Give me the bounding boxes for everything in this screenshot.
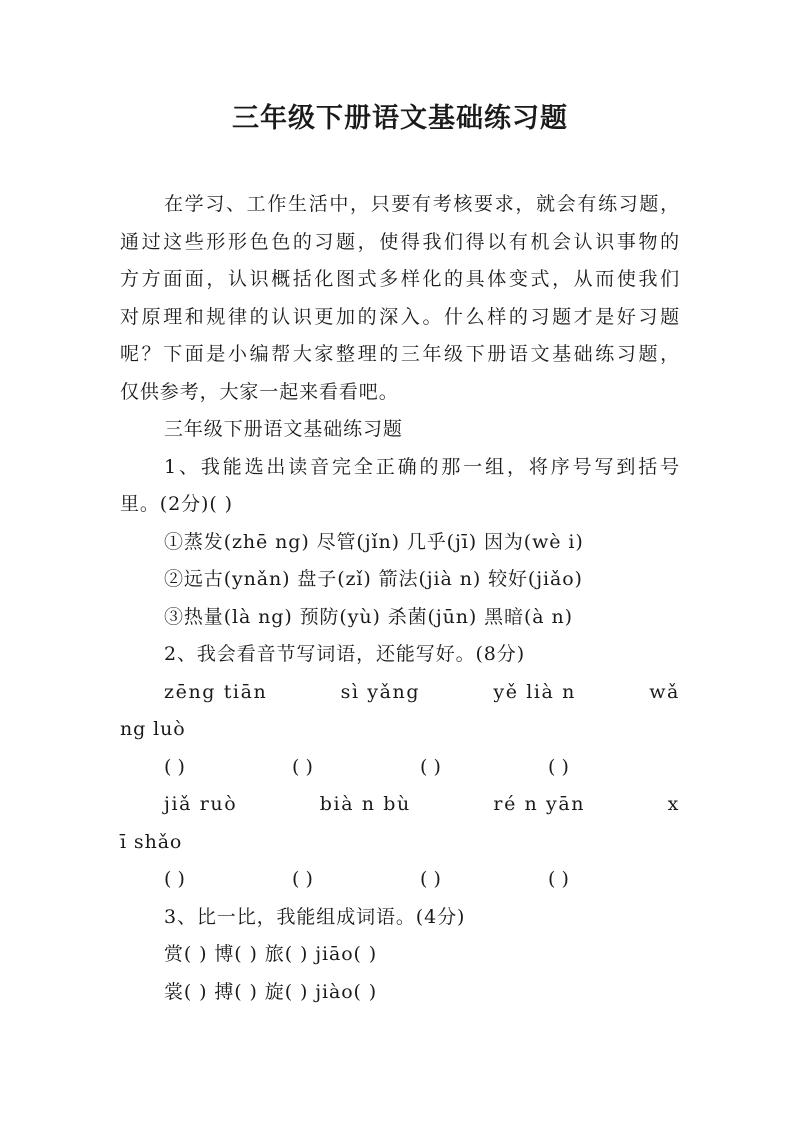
intro-line: 通过这些形形色色的习题，使得我们得以有机会认识事物的 xyxy=(120,230,680,253)
answer-blank: ( ) xyxy=(420,755,441,778)
answer-blank: ( ) xyxy=(164,868,185,890)
answer-blank: ( ) xyxy=(420,868,441,890)
answer-blanks-row xyxy=(120,749,680,787)
question-1-option: ①蒸发(zhē ng) 尽管(jǐn) 几乎(jī) 因为(wè i) xyxy=(164,530,584,553)
pinyin-item: bià n bù xyxy=(319,793,411,815)
question-3-row: 裳( ) 搏( ) 旋( ) jiào( ) xyxy=(164,980,378,1003)
section-subtitle: 三年级下册语文基础练习题 xyxy=(164,418,403,440)
answer-blanks-row xyxy=(120,861,680,899)
answer-blank: ( ) xyxy=(548,755,569,778)
question-1-text: 1、我能选出读音完全正确的那一组，将序号写到括号 xyxy=(164,455,680,478)
pinyin-item: yě lià n xyxy=(493,680,576,703)
answer-blank: ( ) xyxy=(292,868,313,890)
intro-line: 仅供参考，大家一起来看看吧。 xyxy=(120,380,399,403)
answer-blank: ( ) xyxy=(164,755,185,778)
pinyin-item: jiǎ ruò xyxy=(164,793,238,815)
answer-blank: ( ) xyxy=(548,868,569,890)
question-1-text-cont: 里。(2分)( ) xyxy=(120,493,233,515)
pinyin-item: zēng tiān xyxy=(164,680,268,703)
pinyin-item: wǎ xyxy=(649,680,680,703)
pinyin-continuation: ng luò xyxy=(120,718,186,740)
intro-line: 在学习、工作生活中，只要有考核要求，就会有练习题， xyxy=(164,193,680,215)
pinyin-continuation: ī shǎo xyxy=(120,830,183,853)
question-1-option: ③热量(là ng) 预防(yù) 杀菌(jūn) 黑暗(à n) xyxy=(164,605,573,628)
question-2-pinyin-row xyxy=(120,786,680,824)
question-3-row: 赏( ) 博( ) 旅( ) jiāo( ) xyxy=(164,943,378,965)
pinyin-item: sì yǎng xyxy=(340,680,421,703)
intro-line: 呢？下面是小编帮大家整理的三年级下册语文基础练习题， xyxy=(120,343,680,365)
page-title: 三年级下册语文基础练习题 xyxy=(232,103,568,134)
document-body xyxy=(120,186,680,1011)
intro-line: 方方面面，认识概括化图式多样化的具体变式，从而使我们 xyxy=(120,268,680,290)
answer-blank: ( ) xyxy=(292,755,313,778)
question-2-heading: 2、我会看音节写词语，还能写好。(8分) xyxy=(164,643,526,665)
pinyin-item: x xyxy=(667,793,680,815)
question-3-heading: 3、比一比，我能组成词语。(4分) xyxy=(164,905,466,928)
question-2-pinyin-row xyxy=(120,674,680,712)
intro-line: 对原理和规律的认识更加的深入。什么样的习题才是好习题 xyxy=(120,305,680,328)
pinyin-item: ré n yān xyxy=(493,793,586,815)
question-1-option: ②远古(ynǎn) 盘子(zǐ) 箭法(jià n) 较好(jiǎo) xyxy=(164,568,583,590)
